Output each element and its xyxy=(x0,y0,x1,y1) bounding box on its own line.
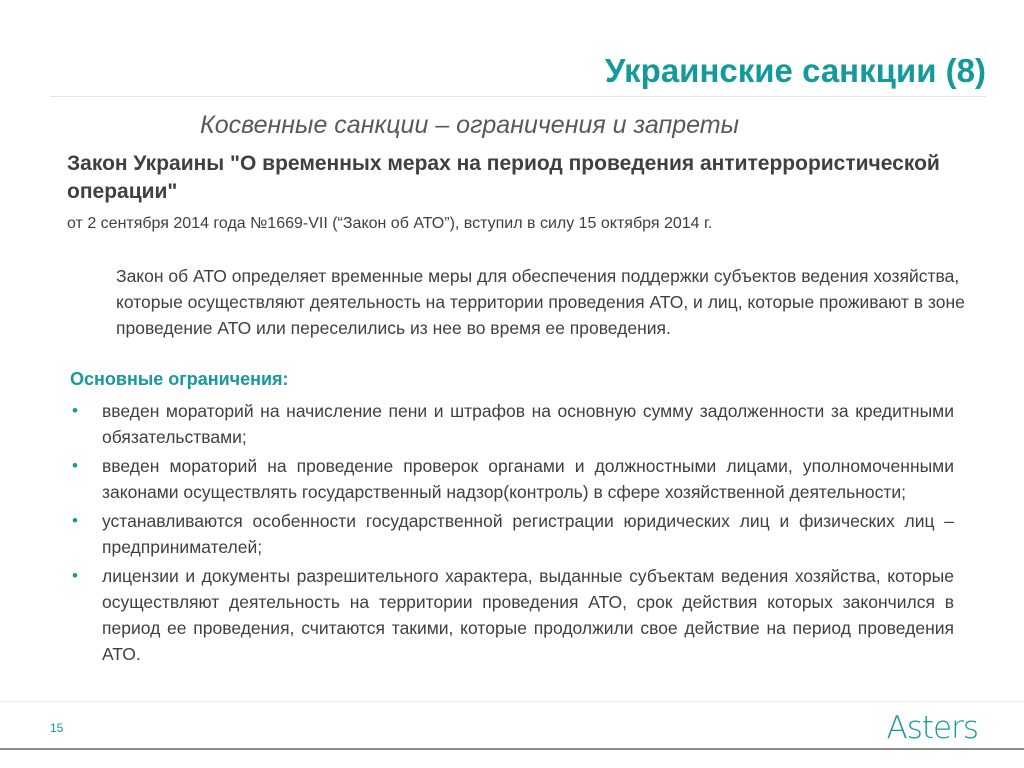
page-number: 15 xyxy=(50,721,64,735)
asters-logo: Asters xyxy=(886,710,978,746)
list-item xyxy=(72,508,954,560)
list-item xyxy=(72,398,954,450)
list-item xyxy=(72,453,954,505)
footer-bottom-rule xyxy=(0,748,1024,750)
restriction-text: введен мораторий на начисление пени и штрафов на основную сумму задолженности за кредитными обязательствами; xyxy=(102,401,954,447)
restrictions-heading: Основные ограничения: xyxy=(70,369,289,389)
list-item xyxy=(72,563,954,667)
footer-divider xyxy=(0,701,1024,702)
bullet-icon: • xyxy=(72,401,78,420)
slide-title: Украинские санкции (8) xyxy=(604,52,986,89)
restriction-text: лицензии и документы разрешительного характера, выданные субъектам ведения хозяйства, которые осуществляют деятельность на территории проведения АТО, срок действия которых закончился в период ее проведения, считаются такими, которые продолжили свое действие на период проведения АТО. xyxy=(102,566,954,664)
ato-description: Закон об АТО определяет временные меры для обеспечения поддержки субъектов ведения хозяйства, которые осуществляют деятельность на территории проведения АТО, и лиц, которые проживают в зоне проведение АТО или переселились из нее во время ее проведения. xyxy=(116,266,965,338)
slide-subtitle: Косвенные санкции – ограничения и запреты xyxy=(200,111,739,139)
bullet-icon: • xyxy=(72,456,78,475)
law-meta: от 2 сентября 2014 года №1669-VII (“Закон об АТО”), вступил в силу 15 октября 2014 г. xyxy=(67,215,713,232)
bullet-icon: • xyxy=(72,511,78,530)
title-divider xyxy=(50,96,986,97)
bullet-icon: • xyxy=(72,566,78,585)
law-title: Закон Украины "О временных мерах на период проведения антитеррористической операции" xyxy=(67,152,940,203)
restriction-text: введен мораторий на проведение проверок органами и должностными лицами, уполномоченными законами осуществлять государственный надзор(контроль) в сфере хозяйственной деятельности; xyxy=(102,456,954,502)
restrictions-list xyxy=(72,398,954,670)
restriction-text: устанавливаются особенности государственной регистрации юридических лиц и физических лиц – предпринимателей; xyxy=(102,511,954,557)
